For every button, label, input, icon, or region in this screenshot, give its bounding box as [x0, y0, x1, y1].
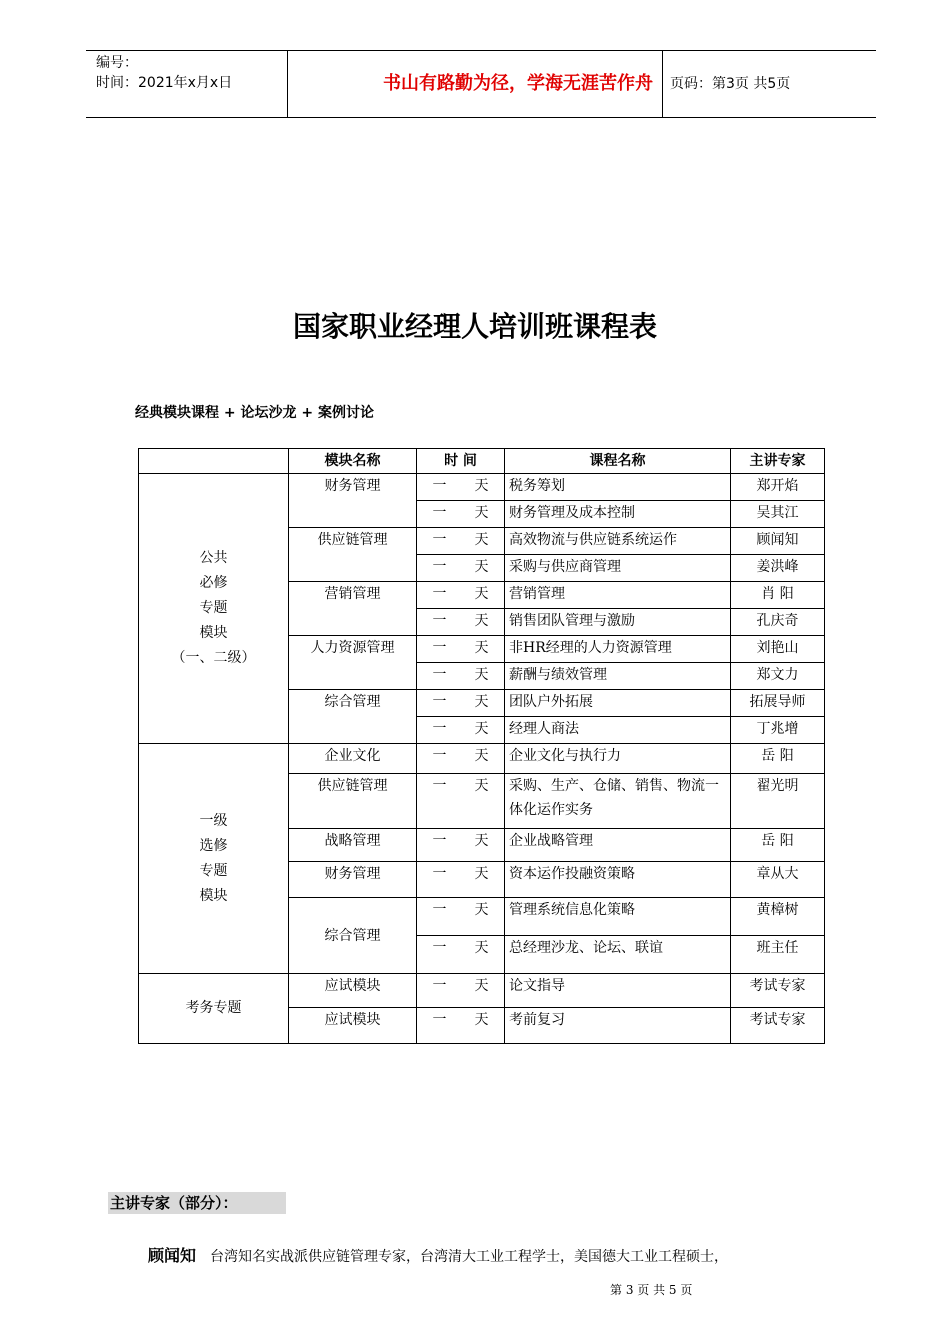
header-divider	[662, 51, 663, 117]
time-value: 一 天	[432, 613, 489, 629]
expert-name-cell: 吴其江	[731, 501, 825, 528]
course-name-cell: 企业文化与执行力	[505, 744, 731, 774]
module-name-cell: 财务管理	[289, 474, 417, 528]
expert-name-cell: 郑文力	[731, 663, 825, 690]
time-cell	[417, 636, 505, 663]
time-cell	[417, 1008, 505, 1044]
course-name-cell: 企业战略管理	[505, 829, 731, 862]
module-name-cell: 企业文化	[289, 744, 417, 774]
time-cell	[417, 862, 505, 898]
time-value: 一 天	[432, 833, 489, 849]
module-name-cell: 人力资源管理	[289, 636, 417, 690]
time-cell	[417, 974, 505, 1008]
expert-name-cell: 姜洪峰	[731, 555, 825, 582]
group-label-line: 选修	[199, 837, 228, 854]
course-name-cell: 销售团队管理与激励	[505, 609, 731, 636]
time-cell	[417, 663, 505, 690]
expert-name-cell: 丁兆增	[731, 717, 825, 744]
module-name-cell: 营销管理	[289, 582, 417, 636]
expert-name: 顾闻知	[148, 1246, 197, 1265]
expert-name-cell: 考试专家	[731, 1008, 825, 1044]
time-value: 一 天	[432, 667, 489, 683]
group-label-cell	[139, 974, 289, 1044]
table-row	[139, 744, 825, 774]
time-cell	[417, 555, 505, 582]
time-cell	[417, 582, 505, 609]
time-value: 一 天	[432, 748, 489, 764]
header-meta	[96, 53, 232, 93]
time-value: 一 天	[432, 721, 489, 737]
group-label-line: 一级	[199, 812, 228, 829]
group-label-line: 模块	[199, 625, 228, 641]
header-motto: 书山有路勤为径，学海无涯苦作舟	[383, 73, 653, 94]
module-name-cell: 综合管理	[289, 898, 417, 974]
course-name-cell: 薪酬与绩效管理	[505, 663, 731, 690]
table-header-cell: 主讲专家	[731, 449, 825, 474]
course-name-cell: 财务管理及成本控制	[505, 501, 731, 528]
module-name-cell: 供应链管理	[289, 774, 417, 829]
header-page-number: 页码：第3页 共5页	[670, 76, 791, 92]
expert-name-cell: 顾闻知	[731, 528, 825, 555]
course-name-cell: 总经理沙龙、论坛、联谊	[505, 936, 731, 974]
page-footer: 第 3 页 共 5 页	[610, 1283, 693, 1297]
table-row	[139, 974, 825, 1008]
module-name-cell: 供应链管理	[289, 528, 417, 582]
table-header-cell: 时 间	[417, 449, 505, 474]
group-label-line: 公共	[199, 550, 228, 566]
expert-name-cell: 孔庆奇	[731, 609, 825, 636]
experts-heading: 主讲专家（部分）：	[108, 1192, 286, 1214]
module-name-cell: 综合管理	[289, 690, 417, 744]
time-value: 一 天	[432, 478, 489, 494]
time-cell	[417, 528, 505, 555]
time-value: 一 天	[432, 586, 489, 602]
time-cell	[417, 717, 505, 744]
document-title: 国家职业经理人培训班课程表	[292, 310, 657, 343]
time-cell	[417, 744, 505, 774]
table-header-row	[139, 449, 825, 474]
time-value: 一 天	[432, 640, 489, 656]
course-name-cell: 考前复习	[505, 1008, 731, 1044]
table-header-cell: 模块名称	[289, 449, 417, 474]
time-value: 一 天	[432, 978, 489, 994]
time-value: 一 天	[432, 866, 489, 882]
course-name-cell: 团队户外拓展	[505, 690, 731, 717]
expert-name-cell: 岳 阳	[731, 829, 825, 862]
module-name-cell: 应试模块	[289, 1008, 417, 1044]
course-name-cell: 资本运作投融资策略	[505, 862, 731, 898]
course-name-cell: 论文指导	[505, 974, 731, 1008]
course-table	[138, 448, 825, 1044]
expert-name-cell: 刘艳山	[731, 636, 825, 663]
group-label-cell	[139, 474, 289, 744]
group-label-line: 必修	[199, 575, 228, 591]
expert-bio-text: 台湾知名实战派供应链管理专家，台湾清大工业工程学士，美国德大工业工程硕士，	[210, 1249, 729, 1265]
group-label-line: 专题	[199, 600, 228, 616]
course-name-cell: 营销管理	[505, 582, 731, 609]
expert-name-cell: 班主任	[731, 936, 825, 974]
group-label-cell	[139, 744, 289, 974]
expert-name-cell: 拓展导师	[731, 690, 825, 717]
expert-name-cell: 肖 阳	[731, 582, 825, 609]
course-name-cell: 管理系统信息化策略	[505, 898, 731, 936]
course-name-cell: 非HR经理的人力资源管理	[505, 636, 731, 663]
table-row	[139, 474, 825, 501]
course-name-cell: 采购、生产、仓储、销售、物流一体化运作实务	[505, 774, 731, 829]
group-label-line: 专题	[199, 862, 228, 879]
time-value: 一 天	[432, 940, 489, 956]
module-name-cell: 应试模块	[289, 974, 417, 1008]
time-cell	[417, 609, 505, 636]
header-time: 时间：2021年x月x日	[96, 75, 233, 91]
course-name-cell: 采购与供应商管理	[505, 555, 731, 582]
time-cell	[417, 774, 505, 829]
time-value: 一 天	[432, 902, 489, 918]
page-header	[86, 50, 876, 118]
time-value: 一 天	[432, 694, 489, 710]
time-value: 一 天	[432, 1012, 489, 1028]
expert-name-cell: 考试专家	[731, 974, 825, 1008]
table-header-cell	[139, 449, 289, 474]
time-cell	[417, 474, 505, 501]
time-cell	[417, 690, 505, 717]
course-name-cell: 税务筹划	[505, 474, 731, 501]
expert-name-cell: 翟光明	[731, 774, 825, 829]
module-name-cell: 财务管理	[289, 862, 417, 898]
course-name-cell: 高效物流与供应链系统运作	[505, 528, 731, 555]
expert-name-cell: 郑开焰	[731, 474, 825, 501]
time-cell	[417, 501, 505, 528]
time-value: 一 天	[432, 532, 489, 548]
expert-name-cell: 岳 阳	[731, 744, 825, 774]
expert-bio	[148, 1243, 868, 1266]
group-label-line: （一、二级）	[171, 650, 256, 666]
time-value: 一 天	[432, 505, 489, 521]
time-cell	[417, 829, 505, 862]
course-name-cell: 经理人商法	[505, 717, 731, 744]
table-header-cell: 课程名称	[505, 449, 731, 474]
header-number: 编号：	[96, 55, 138, 71]
time-value: 一 天	[432, 778, 489, 794]
group-label-line: 模块	[199, 887, 228, 904]
expert-name-cell: 黄樟树	[731, 898, 825, 936]
time-cell	[417, 936, 505, 974]
module-name-cell: 战略管理	[289, 829, 417, 862]
document-subtitle: 经典模块课程 + 论坛沙龙 + 案例讨论	[135, 405, 374, 421]
time-value: 一 天	[432, 559, 489, 575]
group-label-line: 考务专题	[185, 1000, 242, 1016]
expert-name-cell: 章从大	[731, 862, 825, 898]
time-cell	[417, 898, 505, 936]
